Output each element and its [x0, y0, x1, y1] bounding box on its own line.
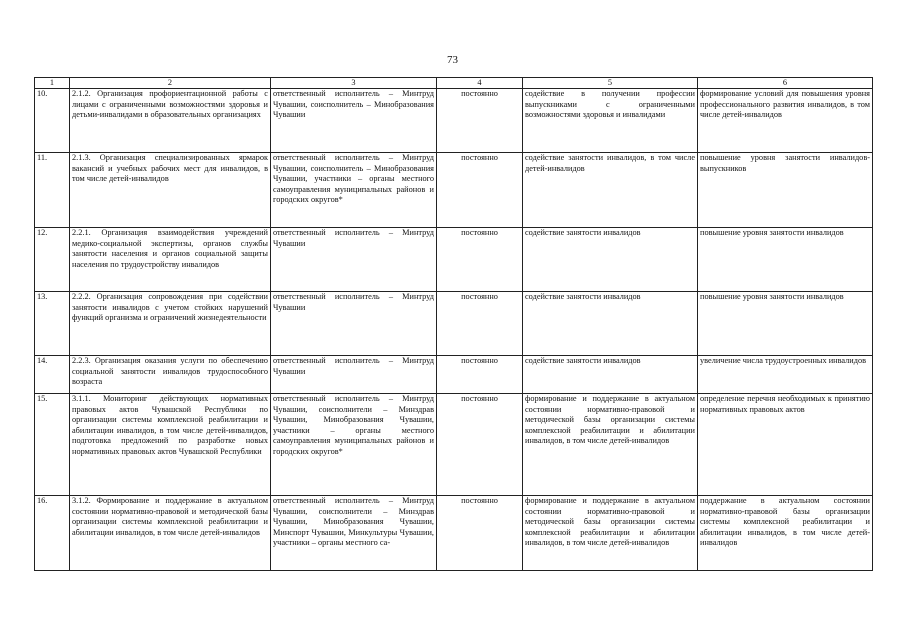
column-header-2: 2 — [70, 78, 271, 89]
row-number: 14. — [35, 356, 70, 394]
column-header-6: 6 — [698, 78, 873, 89]
effect-cell: определение перечня необходимых к принятию нормативных правовых актов — [698, 394, 873, 496]
result-cell: формирование и поддержание в актуальном состоянии нормативно-правовой и методической базы организации системы комплексной реабилитации и абилитации инвалидов, в том числе детей-инвалидов — [523, 496, 698, 571]
row-number: 10. — [35, 89, 70, 153]
result-cell: содействие занятости инвалидов — [523, 356, 698, 394]
column-header-3: 3 — [271, 78, 437, 89]
table-row — [35, 228, 873, 292]
term-cell: постоянно — [437, 394, 523, 496]
executor-cell: ответственный исполнитель – Минтруд Чувашии, соисполнители – Минздрав Чувашии, Минобразования Чувашии, участники – органы местного самоуправления муниципальных районов и городских округов* — [271, 394, 437, 496]
measure-cell: 2.2.3. Организация оказания услуги по обеспечению социальной занятости инвалидов трудоспособного возраста — [70, 356, 271, 394]
term-cell: постоянно — [437, 89, 523, 153]
row-number: 16. — [35, 496, 70, 571]
table-row — [35, 394, 873, 496]
table-row — [35, 356, 873, 394]
term-cell: постоянно — [437, 153, 523, 228]
row-number: 12. — [35, 228, 70, 292]
measures-table — [34, 77, 873, 571]
effect-cell: повышение уровня занятости инвалидов — [698, 292, 873, 356]
measure-cell: 2.2.1. Организация взаимодействия учреждений медико-социальной экспертизы, органов службы занятости населения и органов социальной защиты населения по трудоустройству инвалидов — [70, 228, 271, 292]
term-cell: постоянно — [437, 228, 523, 292]
effect-cell: поддержание в актуальном состоянии нормативно-правовой базы организации системы комплексной реабилитации и абилитации инвалидов, в том числе детей-инвалидов — [698, 496, 873, 571]
term-cell: постоянно — [437, 292, 523, 356]
measure-cell: 3.1.2. Формирование и поддержание в актуальном состоянии нормативно-правовой и методической базы организации системы комплексной реабилитации и абилитации инвалидов, в том числе детей-инвалидов — [70, 496, 271, 571]
row-number: 11. — [35, 153, 70, 228]
executor-cell: ответственный исполнитель – Минтруд Чувашии, соисполнитель – Минобразования Чувашии — [271, 89, 437, 153]
term-cell: постоянно — [437, 496, 523, 571]
table-row — [35, 89, 873, 153]
measure-cell: 3.1.1. Мониторинг действующих нормативных правовых актов Чувашской Республики по организации системы комплексной реабилитации и абилитации инвалидов, в том числе детей-инвалидов, подготовка предложений по разработке новых нормативных правовых актов Чувашской Республики — [70, 394, 271, 496]
effect-cell: повышение уровня занятости инвалидов — [698, 228, 873, 292]
column-header-4: 4 — [437, 78, 523, 89]
row-number: 13. — [35, 292, 70, 356]
effect-cell: увеличение числа трудоустроенных инвалидов — [698, 356, 873, 394]
table-row — [35, 153, 873, 228]
row-number: 15. — [35, 394, 70, 496]
result-cell: содействие занятости инвалидов, в том числе детей-инвалидов — [523, 153, 698, 228]
result-cell: формирование и поддержание в актуальном состоянии нормативно-правовой и методической базы организации системы комплексной реабилитации и абилитации инвалидов, в том числе детей-инвалидов — [523, 394, 698, 496]
column-header-5: 5 — [523, 78, 698, 89]
executor-cell: ответственный исполнитель – Минтруд Чувашии — [271, 228, 437, 292]
executor-cell: ответственный исполнитель – Минтруд Чувашии, соисполнитель – Минобразования Чувашии, участники – органы местного самоуправления муниципальных районов и городских округов* — [271, 153, 437, 228]
result-cell: содействие занятости инвалидов — [523, 292, 698, 356]
page-number: 73 — [447, 54, 458, 66]
table-row — [35, 292, 873, 356]
result-cell: содействие занятости инвалидов — [523, 228, 698, 292]
table-row — [35, 496, 873, 571]
column-header-1: 1 — [35, 78, 70, 89]
term-cell: постоянно — [437, 356, 523, 394]
effect-cell: повышение уровня занятости инвалидов-выпускников — [698, 153, 873, 228]
executor-cell: ответственный исполнитель – Минтруд Чувашии, соисполнители – Минздрав Чувашии, Минобразования Чувашии, Минспорт Чувашии, Минкультуры Чувашии, участники – органы местного са- — [271, 496, 437, 571]
executor-cell: ответственный исполнитель – Минтруд Чувашии — [271, 356, 437, 394]
result-cell: содействие в получении профессии выпускниками с ограниченными возможностями здоровья и инвалидами — [523, 89, 698, 153]
measure-cell: 2.2.2. Организация сопровождения при содействии занятости инвалидов с учетом стойких нарушений функций организма и ограничений жизнедеятельности — [70, 292, 271, 356]
column-number-row — [35, 78, 873, 89]
executor-cell: ответственный исполнитель – Минтруд Чувашии — [271, 292, 437, 356]
effect-cell: формирование условий для повышения уровня профессионального развития инвалидов, в том числе детей-инвалидов — [698, 89, 873, 153]
measure-cell: 2.1.2. Организация профориентационной работы с лицами с ограниченными возможностями здоровья и детьми-инвалидами в образовательных организациях — [70, 89, 271, 153]
measure-cell: 2.1.3. Организация специализированных ярмарок вакансий и учебных рабочих мест для инвалидов, в том числе детей-инвалидов — [70, 153, 271, 228]
